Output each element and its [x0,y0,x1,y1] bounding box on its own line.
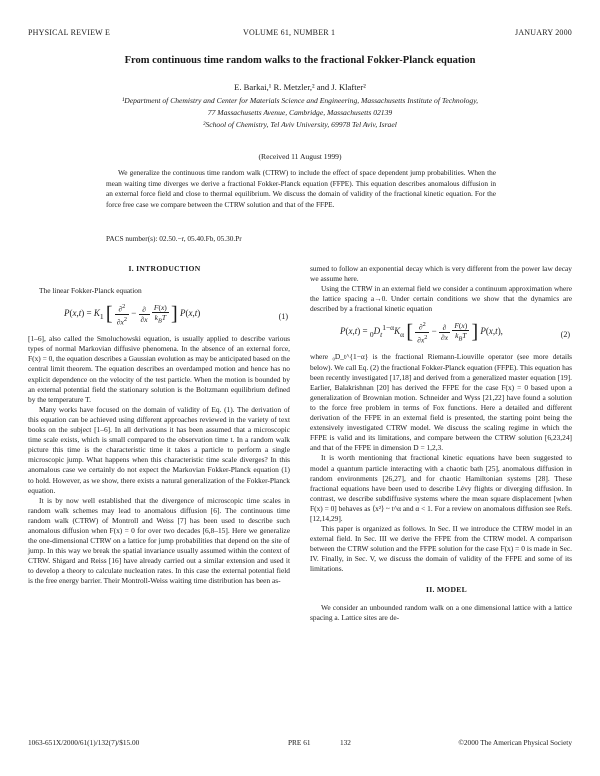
equation-number: (1) [278,312,288,322]
paragraph: Using the CTRW in an external field we consider a continuum approximation where the lattice spacing a→0. Under certain conditions we show that the dynamics are described by a fractional kinetic equation [310,284,572,314]
running-header [28,28,572,40]
paragraph: It is worth mentioning that fractional kinetic equations have been suggested to model a quantum particle interacting with a chaotic bath [25], anomalous diffusion in random environments [26,27], and for chaotic Hamiltonian systems [28]. These fractional equations have been used to describe Lévy flights or diverging diffusion. In contrast, we describe subdiffusive systems where the mean square displacement [when F(x) = 0] behaves as ⟨x²⟩ ~ t^α and α < 1. For a review on anomalous diffusion see Refs. [12,14,29]. [310,453,572,523]
copyright: ©2000 The American Physical Society [458,738,572,747]
author-list: E. Barkai,¹ R. Metzler,² and J. Klafter² [234,82,366,92]
page-number: 132 [340,738,351,747]
left-column [28,264,290,587]
equation-number: (2) [560,330,570,340]
affiliation-line: ¹Department of Chemistry and Center for Materials Science and Engineering, Massachusetts Institute of Technology, [121,96,479,105]
paper-title: From continuous time random walks to the fractional Fokker-Planck equation [124,55,476,66]
equation-1-body: $P(x,t) = K_1$ [ $\frac{\partial^2}{\partial x^2}$ − $\frac{\partial}{\partial x}$ $\frac{F(x)}{k_BT}$ ] P(x,t) [64,302,201,327]
paragraph: The linear Fokker-Planck equation [39,286,142,296]
affiliation-line: 77 Massachusetts Avenue, Cambridge, Massachusetts 02139 [207,108,393,117]
paragraph: This paper is organized as follows. In Sec. II we introduce the CTRW model in an external field. In Sec. III we derive the FFPE from the CTRW model. A comparison between the CTRW solution and the FFPE solution for the case F(x) = 0 is made in Sec. IV. Finally, in Sec. V, we discuss the domain of validity of the FFPE and some of its limitations. [310,524,572,574]
issue-date: JANUARY 2000 [515,28,572,37]
paragraph: Many works have focused on the domain of validity of Eq. (1). The derivation of this equation can be achieved using different approaches reviewed in the variety of text books on the subject [1–6]. In all derivations it has been assumed that a microscopic time scale exists, which is small compared to the observation time t. In a random walk picture this time is the characteristic time it takes a particle to perform a single microscopic jump. What happens when this characteristic time scale diverges? In this anomalous case we certainly do not expect the Markovian Fokker-Planck equation (1) to hold. However, as we show, there exists a natural generalization of the Fokker-Planck equation. [28,404,290,495]
equation-1 [28,296,290,334]
volume-number: VOLUME 61, NUMBER 1 [243,28,336,37]
received-date: (Received 11 August 1999) [258,152,342,161]
equation-2-body: $P(x,t) = _0D_t^{1-\alpha}K_\alpha$ [ $\frac{\partial^2}{\partial x^2}$ − $\frac{\partial}{\partial x}$ $\frac{F(x)}{k_BT}$ ] P(x,t), [340,321,503,345]
pacs-numbers: PACS number(s): 02.50.−r, 05.40.Fb, 05.30.Pr [106,234,242,243]
affiliation-line: ²School of Chemistry, Tel Aviv University, 69978 Tel Aviv, Israel [203,120,397,129]
section-heading: II. MODEL [425,584,468,594]
equation-2 [310,314,572,352]
paragraph: [1–6], also called the Smoluchowski equation, is usually applied to describe various types of normal Markovian diffusive phenomena. In the absence of an external force, F(x) = 0, the equation describes a Gaussian evolution as may be anticipated based on the central limit theorem. The equation describes an overdamped motion and hence has no explicit dependence on the velocity of the test particle. When the motion is bounded by an external potential field the stationary solution is the Boltzmann equilibrium defined by the temperature T. [28,334,290,404]
paragraph: sumed to follow an exponential decay which is very different from the power law decay we assume here. [310,264,572,284]
paragraph: where ₀D_t^{1−α} is the fractional Riemann-Liouville operator (see more details below). We call Eq. (2) the fractional Fokker-Planck equation (FFPE). This equation has been recently investigated [17,18] and derived from a generalized master equation [19]. Earlier, Balakrishnan [20] has derived the FFPE for the case F(x) = 0 based upon a generalization of Brownian motion. Schneider and Wyss [21,22] have found a solution to the force free problem in terms of Fox functions. Here a detailed and different derivation of the FFPE in an external field is presented, the starting point being the extensively investigated CTRW model. We discuss the scaling regime in which the FFPE is valid and its limitations, and compare between the CTRW solution [6,23,24] and that of the FFPE in dimension D = 1,2,3. [310,352,572,453]
abstract: We generalize the continuous time random walk (CTRW) to include the effect of space dependent jump probabilities. When the mean waiting time diverges we derive a fractional Fokker-Planck equation (FFPE). This equation describes anomalous diffusion in an external force field and close to thermal equilibrium. We discuss the domain of validity of the fractional kinetic equation. For the force free case we compare between the CTRW solution and that of the FFPE. [106,168,496,209]
right-column [310,264,572,623]
journal-name: PHYSICAL REVIEW E [28,28,111,37]
article-code: 1063-651X/2000/61(1)/132(7)/$15.00 [28,738,140,747]
section-heading: I. INTRODUCTION [128,264,201,273]
page-footer [28,738,572,750]
journal-abbrev: PRE 61 [288,738,311,747]
paragraph: We consider an unbounded random walk on a one dimensional lattice with a lattice spacing a. Lattice sites are de- [310,602,572,622]
paragraph: It is by now well established that the divergence of microscopic time scales in random walk schemes may lead to anomalous diffusion [6]. The continuous time random walk (CTRW) of Montroll and Weiss [7] has been used to describe such anomalous diffusion when F(x) = 0 for over two decades [6,8–15]. Here we generalize the one-dimensional CTRW on a lattice for jump probabilities that depend on the site of jump. In this way we break the spatial invariance usually assumed within the context of CTRW. Shigard and Reiss [16] have already carried out a similar extension and used it to develop a theory to calculate nucleation rates. In this case the external potential field is the free energy barrier. Their Montroll-Weiss waiting time distribution has been as- [28,495,290,586]
